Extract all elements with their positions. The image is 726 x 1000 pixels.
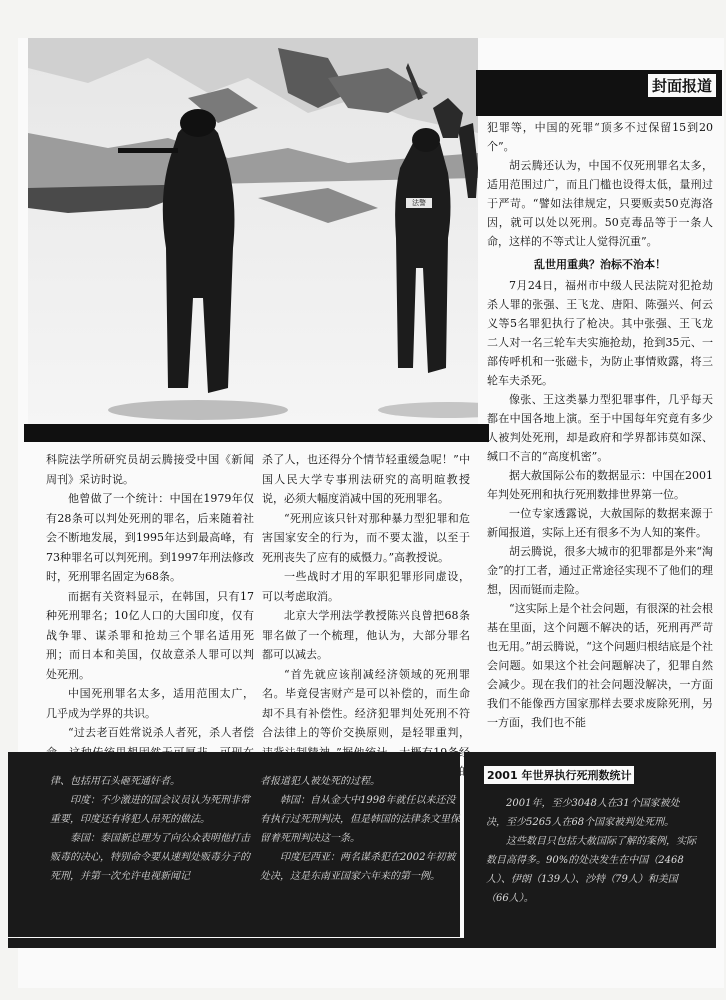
sidebar-paragraph: 律、包括用石头砸死通奸者。 bbox=[50, 776, 180, 787]
paragraph: 而据有关资料显示，在韩国，只有17种死刑罪名；10亿人口的大国印度，仅有战争罪、谋杀罪和抢劫三个罪名适用死刑；而日本和美国，仅故意杀人罪可以判处死刑。 bbox=[46, 589, 254, 681]
statistics-paragraph: 这些数目只包括大赦国际了解的案例，实际数目高得多。90%的处决发生在中国（2468人）、伊朗（139人）、沙特（79人）和美国（66人）。 bbox=[486, 836, 696, 904]
left-article-column-1 bbox=[46, 450, 254, 801]
armband-text: 法警 bbox=[412, 199, 426, 207]
paragraph: “这实际上是个社会问题，有很深的社会根基在里面，这个问题不解决的话，死刑再严苛也无用。”胡云腾说，“这个问题归根结底是个社会问题。如果这个社会问题解决了，犯罪自然会减少。现在我们的社会问题没解决，一方面我们不能像西方国家那样去要求废除死刑，另一方面，我们也不能 bbox=[487, 602, 713, 729]
paragraph: 胡云腾说，很多大城市的犯罪都是外来“淘金”的打工者，通过正常途径实现不了他们的理想，因而铤而走险。 bbox=[487, 545, 713, 596]
sidebar-bottom-strip bbox=[8, 938, 464, 948]
paragraph: “过去老百姓常说杀人者死，杀人者偿 bbox=[68, 726, 254, 739]
paragraph: 北京大学刑法学教授陈兴良曾把68条罪名做了一个梳理，他认为，大部分罪名都可以减去。 bbox=[262, 609, 470, 661]
photo-bottom-frame bbox=[24, 424, 489, 442]
country-sidebar bbox=[8, 752, 460, 937]
paragraph: “死刑应该只针对那种暴力型犯罪和危害国家安全的行为，而不要太滥，以至于死刑丧失了应有的威慑力。”高教授说。 bbox=[262, 511, 470, 564]
sidebar-paragraph: 印度尼西亚：两名谋杀犯在2002年初被处决，这是东南亚国家六年来的第一例。 bbox=[260, 852, 456, 882]
statistics-paragraph: 2001年，至少3048人在31个国家被处决，至少5265人在68个国家被判处死刑。 bbox=[486, 798, 680, 828]
statistics-box bbox=[464, 752, 716, 948]
paragraph: 像张、王这类暴力型犯罪事件，几乎每天都在中国各地上演。至于中国每年究竟有多少人被判处死刑，却是政府和学界都讳莫如深、缄口不言的“高度机密”。 bbox=[487, 393, 713, 463]
left-article-column-2 bbox=[262, 450, 470, 801]
paragraph: 7月24日，福州市中级人民法院对犯抢劫杀人罪的张强、王飞龙、唐阳、陈强兴、何云义等5名罪犯执行了枪决。其中张强、王飞龙二人对一名三轮车夫实施抢劫，抢到35元、一部传呼机和一张磁卡，为防止事情败露，将三轮车夫杀死。 bbox=[487, 279, 713, 387]
statistics-title: 2001 年世界执行死刑数统计 bbox=[484, 766, 634, 784]
sidebar-paragraph: 者报道犯人被处死的过程。 bbox=[260, 776, 380, 787]
paragraph: 他曾做了一个统计：中国在1979年仅有28条可以判处死刑的罪名，后来随着社会不断地发展，到1995年达到最高峰，有73种罪名可以判死刑。到1997年刑法修改时，死刑罪名固定为68条。 bbox=[46, 492, 254, 583]
sidebar-paragraph: 印度：不少激进的国会议员认为死刑非常重要，印度还有将犯人吊死的做法。 bbox=[50, 795, 250, 825]
paragraph: 科院法学所研究员胡云腾接受中国《新闻周刊》采访时说。 bbox=[46, 453, 254, 486]
paragraph: 中国死刑罪名太多，适用范围太广，几乎成为学界的共识。 bbox=[46, 687, 254, 720]
paragraph: 据大赦国际公布的数据显示：中国在2001年判处死刑和执行死刑数排世界第一位。 bbox=[487, 469, 713, 501]
paragraph: 杀了人，也还得分个情节轻重缓急呢！”中国人民大学专事刑法研究的高明暄教授说，必须大幅度消减中国的死刑罪名。 bbox=[262, 453, 470, 505]
subheading: 乱世用重典？治标不治本！ bbox=[534, 258, 666, 271]
section-header-bar bbox=[476, 70, 722, 116]
paragraph: “首先就应该削减经济领域的死刑罪名。毕竟侵害财产是可以补偿的，而生命却不具有补偿性。经济犯罪判处死刑不符合法律上的等价交换原则，是轻罪重判， bbox=[262, 667, 470, 739]
paragraph: 胡云腾还认为，中国不仅死刑罪名太多，适用范围过广，而且门槛也设得太低，量刑过于严苛。“譬如法律规定，只要贩卖50克海洛因，就可以处以死刑。50克毒品等于一条人命，这样的不等式让人觉得沉重”。 bbox=[487, 159, 713, 248]
execution-photo bbox=[28, 38, 478, 424]
photo-illustration bbox=[28, 38, 478, 424]
right-article-column bbox=[487, 118, 713, 732]
sidebar-column-2 bbox=[260, 772, 460, 886]
sidebar-paragraph: 泰国：泰国新总理为了向公众表明他打击贩毒的决心，特别命令要从速判处贩毒分子的死刑，并第一次允许电视新闻记 bbox=[50, 833, 250, 882]
paragraph: 犯罪等，中国的死罪“顶多不过保留15到20个”。 bbox=[487, 121, 713, 153]
sidebar-column-1 bbox=[50, 772, 250, 886]
statistics-body bbox=[486, 794, 698, 908]
paragraph: 一些战时才用的军职犯罪形同虚设，可以考虑取消。 bbox=[262, 570, 470, 603]
paragraph: 一位专家透露说，大赦国际的数据来源于新闻报道，实际上还有很多不为人知的案件。 bbox=[487, 507, 713, 539]
section-label: 封面报道 bbox=[648, 74, 716, 97]
sidebar-paragraph: 韩国：自从金大中1998年就任以来还没有执行过死刑判决，但是韩国的法律条文里保留着死刑判决这一条。 bbox=[260, 795, 460, 844]
